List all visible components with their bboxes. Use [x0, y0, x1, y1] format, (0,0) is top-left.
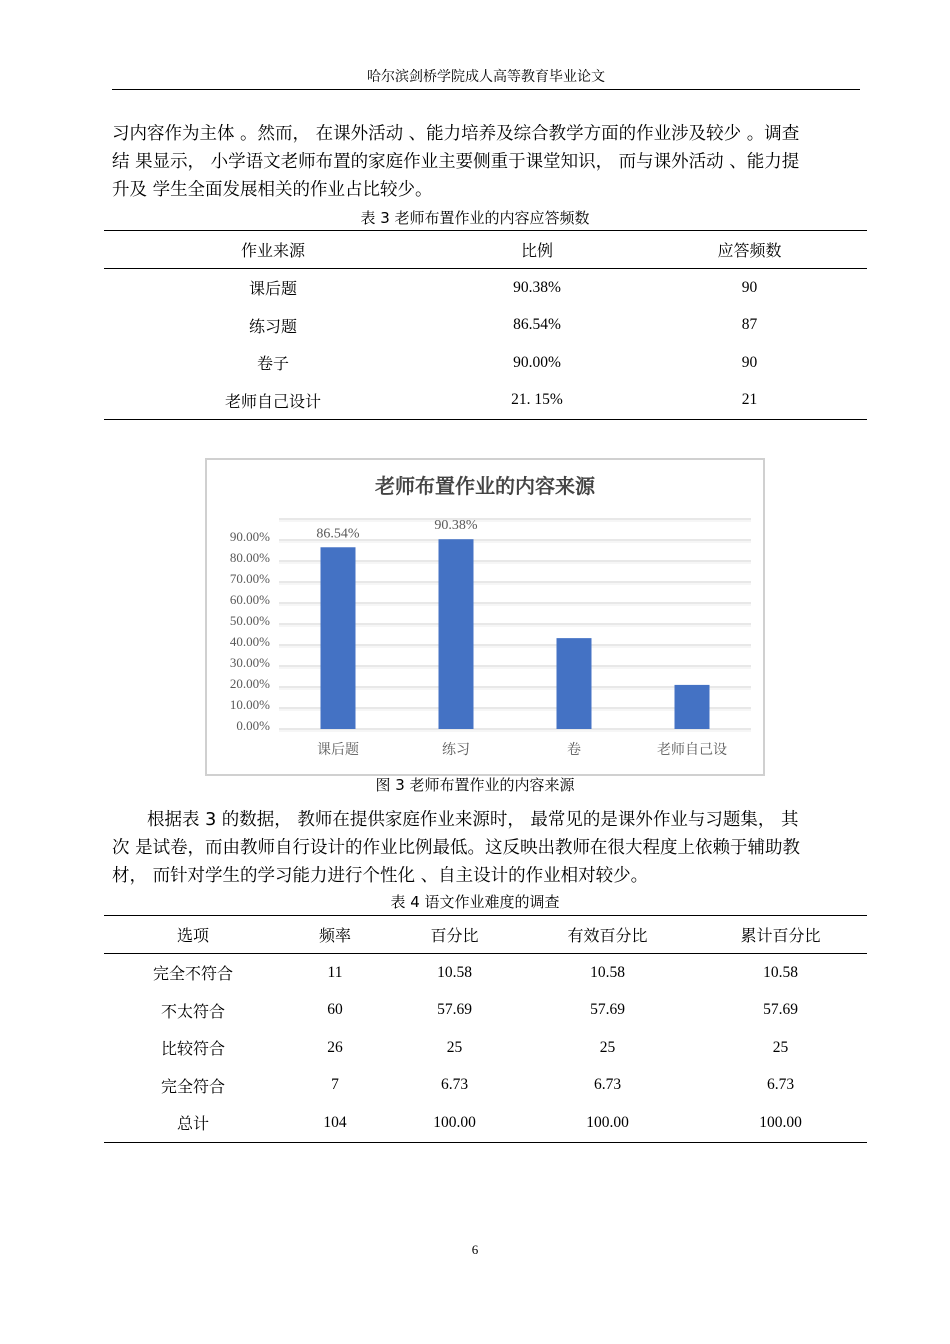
table-header-cell: 作业来源 — [104, 231, 442, 269]
paragraph-line: 材， 而针对学生的学习能力进行个性化 、自主设计的作业相对较少。 — [112, 866, 649, 886]
bar — [439, 539, 474, 729]
table-header-cell: 比例 — [442, 231, 632, 269]
y-tick-label: 10.00% — [229, 697, 270, 712]
table-row — [104, 307, 867, 345]
paragraph-line: 次 是试卷，而由教师自行设计的作业比例最低。这反映出教师在很大程度上依赖于辅助教 — [112, 838, 801, 858]
table-row — [104, 344, 867, 382]
header-rule — [112, 89, 860, 90]
table-cell: 100.00 — [521, 1104, 694, 1142]
table-cell: 练习题 — [248, 316, 297, 336]
running-header: 哈尔滨剑桥学院成人高等教育毕业论文 — [367, 69, 605, 85]
table-cell: 10.58 — [590, 963, 625, 981]
table4-caption: 表 4 语文作业难度的调查 — [390, 893, 560, 911]
chart-title: 老师布置作业的内容来源 — [375, 474, 595, 498]
y-tick-label: 40.00% — [229, 634, 270, 649]
paragraph-2 — [112, 806, 864, 890]
table-header-cell: 频率 — [282, 916, 388, 954]
table-row — [104, 1029, 867, 1067]
table-row — [104, 954, 867, 992]
x-tick-label: 课后题 — [317, 742, 359, 758]
table-header-cell: 百分比 — [388, 916, 521, 954]
table-cell: 总计 — [104, 1104, 282, 1142]
paragraph-line: 习内容作为主体 。然而， 在课外活动 、能力培养及综合教学方面的作业涉及较少 。调查 — [112, 124, 800, 144]
bar — [321, 547, 356, 729]
table-row — [104, 992, 867, 1030]
y-tick-label: 80.00% — [229, 550, 270, 565]
table3-caption: 表 3 老师布置作业的内容应答频数 — [360, 209, 590, 227]
table-cell: 卷子 — [256, 354, 289, 374]
table-cell: 比较符合 — [160, 1039, 225, 1059]
table-cell: 90 — [741, 278, 758, 296]
table-cell: 25 — [772, 1038, 789, 1056]
table-cell: 100.00 — [388, 1104, 521, 1142]
table-row — [104, 382, 867, 420]
table-cell: 90.38% — [513, 278, 561, 296]
table-cell: 6.73 — [766, 1076, 795, 1094]
table-cell: 57.69 — [763, 1001, 798, 1019]
y-tick-label: 0.00% — [236, 718, 270, 733]
table-cell: 86.54% — [513, 316, 561, 334]
table-row — [104, 1104, 867, 1142]
y-tick-label: 50.00% — [229, 613, 270, 628]
table-cell: 90 — [741, 353, 758, 371]
table-cell: 完全不符合 — [152, 964, 233, 984]
table-cell: 6.73 — [593, 1076, 622, 1094]
chart-frame — [205, 458, 765, 776]
table-cell: 25 — [446, 1038, 463, 1056]
table-cell: 57.69 — [590, 1001, 625, 1019]
table-cell: 104 — [282, 1104, 388, 1142]
bar — [557, 638, 592, 729]
table-cell: 100.00 — [694, 1104, 867, 1142]
table-cell: 老师自己设计 — [104, 382, 442, 420]
table-row — [104, 1067, 867, 1105]
table-cell: 87 — [741, 316, 758, 334]
table-cell: 21. 15% — [442, 382, 632, 420]
table-cell: 10.58 — [763, 963, 798, 981]
table-cell: 10.58 — [437, 963, 472, 981]
bar-chart — [207, 460, 763, 774]
paragraph-line: 升及 学生全面发展相关的作业占比较少。 — [112, 180, 433, 200]
bar — [675, 685, 710, 729]
paragraph-line: 根据表 3 的数据， 教师在提供家庭作业来源时， 最常见的是课外作业与习题集， 其 — [147, 810, 799, 830]
table-row — [104, 269, 867, 307]
x-tick-label: 卷 — [567, 742, 581, 758]
y-tick-label: 20.00% — [229, 676, 270, 691]
table-header-cell: 累计百分比 — [694, 916, 867, 954]
table-header-row — [104, 916, 867, 954]
x-tick-label: 老师自己设 — [657, 742, 727, 758]
data-label: 90.38% — [434, 518, 478, 534]
table-cell: 21 — [632, 382, 867, 420]
table-cell: 7 — [331, 1076, 339, 1094]
table-header-cell: 应答频数 — [632, 231, 867, 269]
table-cell: 不太符合 — [160, 1001, 225, 1021]
paragraph-line: 结 果显示， 小学语文老师布置的家庭作业主要侧重于课堂知识， 而与课外活动 、能力提 — [112, 152, 800, 172]
data-label: 86.54% — [316, 526, 360, 542]
table-cell: 26 — [327, 1038, 343, 1056]
y-tick-label: 30.00% — [229, 655, 270, 670]
figure3-caption: 图 3 老师布置作业的内容来源 — [375, 776, 575, 794]
table-cell: 57.69 — [437, 1001, 472, 1019]
table4 — [104, 915, 867, 1143]
paragraph-1 — [112, 120, 864, 204]
page-number: 6 — [471, 1242, 479, 1257]
table-header-cell: 选项 — [104, 916, 282, 954]
y-tick-label: 60.00% — [229, 592, 270, 607]
table-header-cell: 有效百分比 — [521, 916, 694, 954]
x-tick-label: 练习 — [442, 742, 470, 758]
table-cell: 6.73 — [440, 1076, 469, 1094]
table3 — [104, 230, 867, 420]
table-cell: 课后题 — [248, 279, 297, 299]
table-cell: 11 — [327, 963, 343, 981]
table-cell: 完全符合 — [160, 1076, 225, 1096]
y-tick-label: 70.00% — [229, 571, 270, 586]
table-cell: 60 — [327, 1001, 343, 1019]
y-tick-label: 90.00% — [229, 529, 270, 544]
table-cell: 90.00% — [513, 353, 561, 371]
table-header-row — [104, 231, 867, 269]
table-cell: 25 — [599, 1038, 616, 1056]
